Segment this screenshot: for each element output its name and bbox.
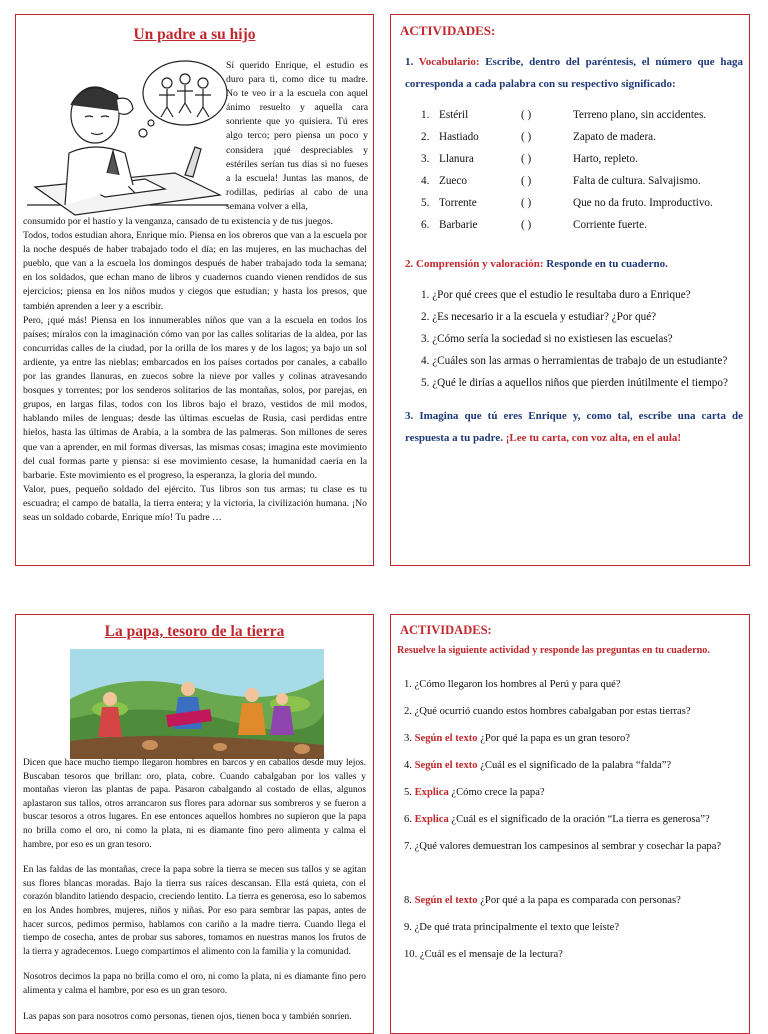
story-body xyxy=(23,757,366,1034)
story-paragraph: Todos, todos estudian ahora, Enrique mío. Piensa en los obreros que van a la escuela por la noche después de haber trabajado todo el día; en las mujeres, en las muchachas del pueblo, que van a la escuela los domingos después de haber trabajado toda la semana; en los soldados, que echan mano de libros y cuadernos cuando vienen rendidos de sus ejercicios; piensa en los niños mudos y ciegos que estudian; y hasta los presos, que también aprenden a leer y a escribir. xyxy=(23,230,367,312)
question-prefix: Según el texto xyxy=(414,760,478,771)
student-illustration xyxy=(25,55,230,223)
vocab-number: 1. xyxy=(421,109,430,121)
question-text: ¿Cuál es el mensaje de la lectura? xyxy=(419,949,563,960)
activities-instruction: Resuelve la siguiente actividad y responde las preguntas en tu cuaderno. xyxy=(397,645,710,656)
question-text: ¿Por qué la papa es un gran tesoro? xyxy=(480,733,630,744)
vocab-row xyxy=(421,175,741,197)
story-body xyxy=(23,215,367,525)
vocab-word: Torrente xyxy=(439,197,477,209)
question-text: ¿Por qué a la papa es comparada con personas? xyxy=(480,895,681,906)
activity-question xyxy=(404,887,744,914)
activities-card-padre xyxy=(390,14,750,566)
activity-question xyxy=(404,941,744,968)
vocab-number: 5. xyxy=(421,197,430,209)
activity-question xyxy=(404,806,744,833)
vocab-number: 4. xyxy=(421,175,430,187)
activities-heading: ACTIVIDADES: xyxy=(400,623,492,637)
question-label: Comprensión y valoración: xyxy=(416,258,544,270)
question-text: ¿Cuál es el significado de la palabra “falda”? xyxy=(480,760,672,771)
comprehension-question: 2. ¿Es necesario ir a la escuela y estudiar? ¿Por qué? xyxy=(421,311,657,323)
question-2-title xyxy=(405,253,743,275)
story-title: Un padre a su hijo xyxy=(133,26,256,43)
activity-question xyxy=(404,671,744,698)
question-number: 5. xyxy=(404,787,412,798)
story-intro-text: Sí querido Enrique, el estudio es duro para ti, como dice tu madre. No te veo ir a la escuela con aquel ánimo resuelto y aquella cara sonriente que yo quisiera. Tú eres algo terco; pero piensa un poco y considera ¡qué despreciables y estériles serían tus días si no fueses a la escuela! Juntas las manos, de rodillas, pedirías al cabo de una semana volver a ella, xyxy=(226,60,368,212)
vocab-blank[interactable]: ( ) xyxy=(521,153,532,165)
question-number: 10. xyxy=(404,949,418,960)
question-emphasis: ¡Lee tu carta, con voz alta, en el aula! xyxy=(505,432,682,444)
vocab-blank[interactable]: ( ) xyxy=(521,197,532,209)
question-text: ¿Qué valores demuestran los campesinos al sembrar y cosechar la papa? xyxy=(414,841,722,852)
question-text: ¿De qué trata principalmente el texto que leíste? xyxy=(414,922,620,933)
question-text: Imagina que tú eres Enrique y, como tal, escribe una carta de respuesta a tu padre. xyxy=(405,410,744,444)
story-paragraph: Valor, pues, pequeño soldado del ejército. Tus libros son tus armas; tu clase es tu escuadra; el campo de batalla, la tierra entera; y la victoria, la civilización humana. ¡No seas un soldado cobarde, Enrique mío! Tu padre … xyxy=(23,483,367,523)
vocab-meaning: Corriente fuerte. xyxy=(573,219,647,231)
question-prefix: Según el texto xyxy=(414,733,478,744)
vocab-blank[interactable]: ( ) xyxy=(521,175,532,187)
question-3-title xyxy=(405,405,743,449)
vocab-row xyxy=(421,197,741,219)
question-number: 1. xyxy=(405,56,414,68)
question-number: 1. xyxy=(404,679,412,690)
question-number: 7. xyxy=(404,841,412,852)
question-1-title xyxy=(405,51,743,95)
activity-question xyxy=(404,779,744,806)
vocab-number: 3. xyxy=(421,153,430,165)
vocab-meaning: Falta de cultura. Salvajismo. xyxy=(573,175,701,187)
comprehension-question: 3. ¿Cómo sería la sociedad si no existiesen las escuelas? xyxy=(421,333,673,345)
activity-question xyxy=(404,914,744,941)
story-card-padre xyxy=(15,14,374,566)
comprehension-question: 4. ¿Cuáles son las armas o herramientas de trabajo de un estudiante? xyxy=(421,355,728,367)
story-paragraph: consumido por el hastío y la venganza, cansado de tu existencia y de tus juegos. xyxy=(23,216,333,227)
vocab-word: Zueco xyxy=(439,175,467,187)
vocab-blank[interactable]: ( ) xyxy=(521,219,532,231)
vocab-row xyxy=(421,109,741,131)
vocab-row xyxy=(421,131,741,153)
question-number: 4. xyxy=(404,760,412,771)
question-prefix: Explica xyxy=(414,787,449,798)
question-number: 3. xyxy=(404,733,412,744)
story-card-papa xyxy=(15,614,374,1034)
vocab-word: Hastiado xyxy=(439,131,479,143)
vocab-number: 6. xyxy=(421,219,430,231)
story-title: La papa, tesoro de la tierra xyxy=(104,623,285,640)
question-number: 8. xyxy=(404,895,412,906)
activity-question xyxy=(404,833,744,860)
vocab-blank[interactable]: ( ) xyxy=(521,131,532,143)
question-number: 2. xyxy=(404,706,412,717)
vocab-meaning: Terreno plano, sin accidentes. xyxy=(573,109,707,121)
question-prefix: Según el texto xyxy=(414,895,478,906)
potato-harvest-illustration xyxy=(70,649,324,759)
story-paragraph: Las papas son para nosotros como personas, tienen ojos, tienen boca y también sonríen. xyxy=(23,1011,352,1022)
activity-question xyxy=(404,725,744,752)
vocab-word: Llanura xyxy=(439,153,474,165)
question-label: Vocabulario: xyxy=(418,56,480,68)
question-text: Responde en tu cuaderno. xyxy=(546,258,668,270)
vocab-word: Barbarie xyxy=(439,219,478,231)
vocab-meaning: Que no da fruto. Improductivo. xyxy=(573,197,713,209)
comprehension-question: 1. ¿Por qué crees que el estudio le resultaba duro a Enrique? xyxy=(421,289,691,301)
story-paragraph: Nosotros decimos la papa no brilla como el oro, ni como la plata, ni es diamante fino pero alimenta y calma el hambre, por eso es un gran tesoro. xyxy=(23,972,366,996)
question-prefix: Explica xyxy=(414,814,449,825)
activities-heading: ACTIVIDADES: xyxy=(400,23,496,38)
activities-card-papa xyxy=(390,614,750,1034)
activity-question xyxy=(404,698,744,725)
vocab-meaning: Harto, repleto. xyxy=(573,153,638,165)
question-text: ¿Qué ocurrió cuando estos hombres cabalgaban por estas tierras? xyxy=(414,706,691,717)
question-number: 3. xyxy=(405,410,414,422)
question-number: 9. xyxy=(404,922,412,933)
story-paragraph: Dicen que hace mucho tiempo llegaron hombres en barcos y en caballos desde muy lejos. Buscaban tesoros que brillan: oro, plata, cobre. Cuando cabalgaban por los valles y montañas vieron las plantas de papa. Pasaron cabalgando al costado de ellas, algunos aplastaron sus tallos, otros arrancaron sus flores para adornar sus sombreros y se fueron a buscar tesoros a otros lugares. En ese entonces aquellos hombres no supieron que la papa no brilla como el oro, ni como la plata, ni es diamante fino pero alimenta y calma el hambre, por eso es un gran tesoro. xyxy=(23,758,366,850)
question-text: Escribe, dentro del paréntesis, el número que haga corresponda a cada palabra con su respectivo significado: xyxy=(405,56,743,90)
question-text: ¿Cómo crece la papa? xyxy=(451,787,545,798)
question-text: ¿Cuál es el significado de la oración “La tierra es generosa”? xyxy=(451,814,710,825)
story-paragraph: Pero, ¡qué más! Piensa en los innumerables niños que van a la escuela en todos los países; míralos con la imaginación cómo van por las calles solitarias de la aldea, por las concurridas calles de la ciudad, por la orilla de los mares y de los lagos; ya bajo un sol ardiente, ya entre las nieblas; embarcados en los países cortados por canales, a caballo por las grandes llanuras, en zuecos sobre la nieve por valles y colinas atravesando bosques y torrentes; por los senderos solitarios de las montañas, solos, por parejas, en grupos, en largas filas, todos con los libros bajo el brazo, vestidos de mil modos, hablando miles de lenguas; desde las últimas escuelas de Rusia, casi perdidas entre hielos, hasta las últimas de Arabia, a la sombra de las palmeras. Son millones de seres que van a aprender, en mil formas diversas, las mismas cosas; imagina este movimiento del cual formas parte y piensa: si ese movimiento cesase, la humanidad caería en la barbarie. Este movimiento es el progreso, la esperanza, la gloria del mundo. xyxy=(23,314,367,481)
activity-question xyxy=(404,752,744,779)
vocab-number: 2. xyxy=(421,131,430,143)
vocab-word: Estéril xyxy=(439,109,469,121)
vocab-row xyxy=(421,153,741,175)
question-text: ¿Cómo llegaron los hombres al Perú y para qué? xyxy=(414,679,621,690)
vocab-blank[interactable]: ( ) xyxy=(521,109,532,121)
vocab-row xyxy=(421,219,741,241)
comprehension-question: 5. ¿Qué le dirías a aquellos niños que pierden inútilmente el tiempo? xyxy=(421,377,728,389)
question-number: 2. xyxy=(405,258,414,270)
story-paragraph: En las faldas de las montañas, crece la papa sobre la tierra se mecen sus tallos y se agitan sus flores blancas moradas. Bajo la tierra sus raíces descansan. Ella está quieta, con el corazón blandito latiendo despacio, creciendo lentito. La tierra es generosa, eso lo sabemos en los Andes hombres, mujeres, niños y niñas. Por eso para sembrar las papas, antes de hacer surcos, pedimos permiso, hablamos con cariño a la madre tierra. Cuando llega el tiempo de cosecha, antes de probar sus sabores, tomamos en nuestras manos los frutos de la tierra y agradecemos. Luego compartimos el alimento con la familia y la comunidad. xyxy=(23,865,366,957)
vocab-meaning: Zapato de madera. xyxy=(573,131,656,143)
question-number: 6. xyxy=(404,814,412,825)
